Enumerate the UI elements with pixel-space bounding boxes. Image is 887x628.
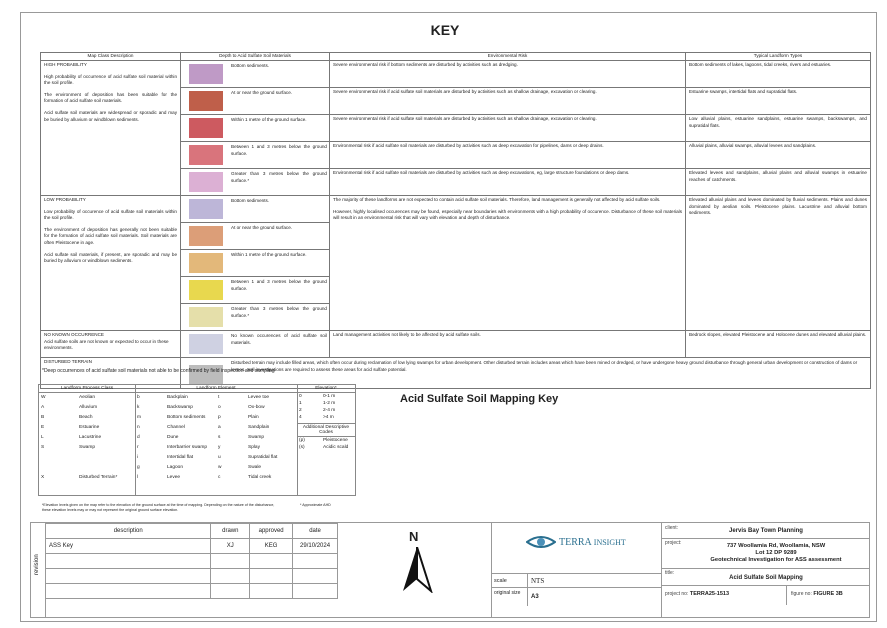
- title-label: title:: [665, 570, 675, 576]
- legend-code: (s): [299, 445, 305, 450]
- legend-code: B: [41, 415, 45, 420]
- legend-code: u: [218, 455, 221, 460]
- revision-row: [46, 584, 338, 599]
- legend-header: Elevation*: [297, 385, 355, 393]
- page-title: KEY: [430, 22, 460, 38]
- class-heading: DISTURBED TERRAIN: [44, 359, 92, 364]
- rev-cell: [250, 554, 293, 569]
- legend-item: [135, 403, 216, 413]
- legend-item: [135, 463, 216, 473]
- class-text: Acid sulfate soil materials are widespread or sporadic and may be buried by alluvium or windblown sediments.: [44, 109, 177, 122]
- depth-text: Greater than 3 metres below the ground surface.*: [231, 306, 327, 318]
- legend-item: [39, 473, 135, 483]
- legend-code: c: [218, 475, 221, 480]
- legend-item: [39, 463, 135, 473]
- title-block: [30, 522, 870, 618]
- figure-no-label: figure no:: [791, 591, 812, 597]
- class-text: Acid sulfate soil materials, if present, are sporadic and may be buried by alluvium or windblown sediments.: [44, 251, 177, 264]
- elevation-col: [297, 385, 355, 495]
- revision-label: revision: [34, 554, 40, 575]
- north-arrow-area: [387, 523, 491, 617]
- legend-label: Alluvium: [79, 405, 98, 410]
- scale-label: scale: [492, 574, 528, 588]
- legend-label: Supratidal flat: [248, 455, 278, 460]
- legend-label: Estuarine: [79, 425, 100, 430]
- legend-item: [216, 393, 297, 403]
- rev-header: description: [46, 524, 211, 539]
- legend-code: S: [41, 445, 45, 450]
- legend-label: Backplain: [167, 395, 188, 400]
- key-header-row: [41, 53, 871, 61]
- legend-label: Lagoon: [167, 465, 184, 470]
- rev-cell: [211, 569, 250, 584]
- legend-label: Bottom sediments: [167, 415, 206, 420]
- legend-label: Interbarrier swamp: [167, 445, 207, 450]
- col-header: Map Class Description: [41, 53, 181, 61]
- legend-code: (p): [299, 438, 305, 443]
- process-class-col: [39, 385, 136, 495]
- risk-text: Environmental risk if acid sulfate soil materials are disturbed by activities such as deep excavation for pipelines, dams or deep drains.: [330, 142, 686, 169]
- legend-label: 0-1 m: [323, 394, 336, 399]
- risk-text: Severe environmental risk if acid sulfate soil materials are disturbed by activities such as shallow drainage, excavation or clearing.: [330, 115, 686, 142]
- legend-item: [216, 433, 297, 443]
- depth-text: Between 1 and 3 metres below the ground surface.: [231, 279, 327, 291]
- rev-cell: [46, 554, 211, 569]
- legend-label: Backswamp: [167, 405, 193, 410]
- legend-item: [297, 393, 355, 400]
- color-swatch: [189, 64, 223, 84]
- class-text: Low probability of occurence of acid sulfate soil materials within the soil profile.: [44, 208, 177, 221]
- client-value: Jervis Bay Town Planning: [729, 528, 803, 534]
- legend-code: 1: [299, 401, 302, 406]
- project-info: [661, 523, 870, 617]
- project-line: 737 Woollamia Rd, Woollamia, NSW: [726, 543, 826, 549]
- client-label: client:: [665, 525, 679, 531]
- revision-row: [46, 554, 338, 569]
- legend-label: Tidal creek: [248, 475, 272, 480]
- risk-text: Severe environmental risk if bottom sediments are disturbed by activities such as dredging.: [330, 61, 686, 88]
- project-label: project:: [665, 540, 682, 546]
- legend-code: l: [137, 475, 139, 480]
- legend-item: [39, 433, 135, 443]
- legend-code: a: [218, 425, 221, 430]
- legend-label: Dune: [167, 435, 179, 440]
- depth-text: No known occurences of acid sulfate soil materials.: [231, 333, 327, 345]
- project-no-label: project no:: [665, 591, 689, 597]
- legend-code: t: [218, 395, 220, 400]
- legend-item: [216, 473, 297, 483]
- legend-code: o: [218, 405, 221, 410]
- legend-code: n: [137, 425, 140, 430]
- landform-text: Low alluvial plains, estuarine sandplains, estuarine swamps, backswamps, and supratidal flats.: [686, 115, 871, 142]
- eye-logo-icon: [526, 535, 556, 549]
- legend-label: Ox-bow: [248, 405, 265, 410]
- company-area: [491, 523, 662, 617]
- class-text: The environment of deposition has been suitable for the formation of acid sulfate soil materials.: [44, 91, 177, 104]
- rev-header: approved: [250, 524, 293, 539]
- class-text: Acid sulfate soils are not known or expected to occur in these environments.: [44, 338, 169, 351]
- legend-code: 2: [299, 408, 302, 413]
- legend-item: [39, 393, 135, 403]
- legend-item: [297, 407, 355, 414]
- legend-code: X: [41, 475, 45, 480]
- depth-text: Between 1 and 3 metres below the ground surface.: [231, 144, 327, 156]
- legend-item: [297, 444, 355, 451]
- legend-item: [39, 443, 135, 453]
- class-text: High probability of occurrence of acid sulfate soil material within the soil profile.: [44, 73, 177, 86]
- legend-label: Sandplain: [248, 425, 270, 430]
- north-label: N: [409, 529, 419, 544]
- color-swatch: [189, 199, 223, 219]
- legend-item: [135, 413, 216, 423]
- depth-text: Greater than 3 metres below the ground surface.*: [231, 171, 327, 183]
- legend-label: 1-2 m: [323, 401, 336, 406]
- revision-row: [46, 539, 338, 554]
- legend-item: [216, 463, 297, 473]
- additional-codes-header: Additional Descriptive Codes: [297, 423, 355, 437]
- legend-code: p: [218, 415, 221, 420]
- legend-item: [297, 437, 355, 444]
- legend-label: Levee toe: [248, 395, 270, 400]
- legend-code: i: [137, 455, 139, 460]
- revision-row: [46, 569, 338, 584]
- legend-code: 0: [299, 394, 302, 399]
- legend-label: 2-4 m: [323, 408, 336, 413]
- legend-code: [39, 453, 79, 463]
- revision-table: [45, 523, 338, 599]
- class-heading: NO KNOWN OCCURRENCE: [44, 332, 104, 337]
- landform-text: Elevated alluvial plains and levees dominated by fluvial sediments. Plains and dunes dominated by aeolian soils. Pleistocene plains. Lacustrine and alluvial bottom sediments.: [686, 196, 871, 331]
- legend-code: E: [41, 425, 45, 430]
- depth-text: Bottom sediments.: [231, 198, 270, 203]
- color-swatch: [189, 145, 223, 165]
- legend-label: Splay: [248, 445, 260, 450]
- legend-item: [216, 443, 297, 453]
- elevation-note: *Elevation levels given on the map refer to the elevation of the ground surface at the time of mapping. Depending on the nature of the disturbance, these elevation levels may or may not represent the original ground surface elevation.: [42, 503, 275, 512]
- legend-item: [216, 403, 297, 413]
- size-value: A3: [531, 594, 539, 600]
- depth-text: Within 1 metre of the ground surface.: [231, 117, 307, 122]
- rev-header: date: [293, 524, 338, 539]
- legend-code: m: [137, 415, 141, 420]
- rev-cell: [46, 584, 211, 599]
- legend-item: [216, 423, 297, 433]
- deep-occurrence-footnote: *Deep occurrences of acid sulfate soil materials not able to be confirmed by field inspection and sampling: [42, 368, 275, 374]
- legend-label: Swamp: [248, 435, 264, 440]
- landform-text: Bedrock slopes, elevated Pleistocene and Holocene dunes and elevated alluvial plains.: [686, 331, 871, 358]
- depth-text: Within 1 metre of the ground surface.: [231, 252, 307, 257]
- color-swatch: [189, 118, 223, 138]
- rev-cell: [250, 569, 293, 584]
- legend-label: Channel: [167, 425, 185, 430]
- color-swatch: [189, 334, 223, 354]
- legend-label: Aeolian: [79, 395, 96, 400]
- legend-code: [39, 463, 79, 473]
- landform-text: Elevated levees and sandplains, alluvial plains and alluvial swamps in estuarine reaches of catchments.: [686, 169, 871, 196]
- legend-label: Swale: [248, 465, 262, 470]
- legend-label: Intertidal flat: [167, 455, 194, 460]
- legend-code: W: [41, 395, 46, 400]
- col-header: Typical Landform Types: [686, 53, 871, 61]
- legend-item: [39, 403, 135, 413]
- legend-header: Landform Process Class: [39, 385, 135, 393]
- rev-cell: KEG: [250, 539, 293, 554]
- legend-code: b: [137, 395, 140, 400]
- title-value: Acid Sulfate Soil Mapping: [729, 575, 803, 581]
- rev-cell: [250, 584, 293, 599]
- color-swatch: [189, 253, 223, 273]
- class-desc: [41, 196, 181, 331]
- landform-text: Alluvial plains, alluvial swamps, alluvial levees and sandplains.: [686, 142, 871, 169]
- risk-text: The majority of these landforms are not expected to contain acid sulfate soil materials. Therefore, land management is generally not affected by acid sulfate soils. However, highly localised occurences may be found, especially near boundaries with environments with a high probability of occurence. Disturbance of these soil materials will result in an environmental risk that will vary with elevation and depth of disturbance.: [330, 196, 686, 331]
- legend-item: [39, 413, 135, 423]
- legend-code: 4: [299, 415, 302, 420]
- legend-label: Swamp: [79, 445, 95, 450]
- rev-cell: [293, 554, 338, 569]
- class-heading: HIGH PROBABILITY: [44, 62, 87, 67]
- legend-item: [135, 423, 216, 433]
- rev-cell: ASS Key: [46, 539, 211, 554]
- depth-text: Bottom sediments.: [231, 63, 270, 68]
- legend-item: [135, 473, 216, 483]
- north-arrow-icon: [401, 547, 433, 593]
- class-desc: [41, 331, 181, 358]
- legend-item: [39, 423, 135, 433]
- legend-item: [135, 433, 216, 443]
- scale-value: NTS: [531, 577, 545, 585]
- legend-label: Lacustrine: [79, 435, 102, 440]
- project-line: Lot 12 DP 9289: [755, 550, 797, 556]
- color-swatch: [189, 226, 223, 246]
- color-swatch: [189, 91, 223, 111]
- depth-text: At or near the ground surface.: [231, 225, 293, 230]
- low-row: [41, 196, 871, 223]
- ahd-note: * Approximate AHD: [300, 503, 331, 507]
- legend-item: [135, 443, 216, 453]
- risk-text: Land management activities not likely to be affected by acid sulfate soils.: [330, 331, 686, 358]
- color-swatch: [189, 172, 223, 192]
- legend-code: w: [218, 465, 222, 470]
- legend-item: [135, 393, 216, 403]
- legend-label: Acidic scald: [323, 445, 349, 450]
- legend-item: [135, 453, 216, 463]
- col-header: Depth to Acid Sulfate Soil Materials: [181, 53, 330, 61]
- no-known-row: [41, 331, 871, 358]
- legend-code: y: [218, 445, 221, 450]
- legend-item: [39, 453, 135, 463]
- high-row: [41, 61, 871, 88]
- mapping-key-title: Acid Sulfate Soil Mapping Key: [400, 393, 559, 405]
- rev-cell: [293, 584, 338, 599]
- legend-item: [297, 400, 355, 407]
- legend-code: k: [137, 405, 140, 410]
- rev-cell: XJ: [211, 539, 250, 554]
- legend-code: d: [137, 435, 140, 440]
- rev-cell: 29/10/2024: [293, 539, 338, 554]
- legend-header: Landform Element: [135, 385, 297, 393]
- landform-text: Bottom sediments of lakes, lagoons, tidal creeks, rivers and estuaries.: [686, 61, 871, 88]
- legend-label: Disturbed Terrain*: [79, 475, 118, 480]
- project-no-value: TERRA25-1513: [689, 591, 730, 597]
- legend-code: L: [41, 435, 44, 440]
- rev-cell: [293, 569, 338, 584]
- class-heading: LOW PROBABILITY: [44, 197, 86, 202]
- legend-label: >4 m: [323, 415, 334, 420]
- rev-cell: [211, 584, 250, 599]
- legend-code: g: [137, 465, 140, 470]
- class-text: The environment of deposition has generally not been suitable for the formation of acid sulfate soil materials. Soil materials are often Pleistocene in age.: [44, 226, 177, 245]
- legend-code: s: [218, 435, 221, 440]
- disturbed-text: Disturbed terrain may include filled areas, which often occur during reclamation of low lying swamps for urban development. Other disturbed terrain includes areas which have been mined or dredged, or have undergone heavy ground disturbance through general urban development or construction of dams or levees. Soil investigations are required to assess these areas for acid sulfate potential.: [231, 360, 858, 372]
- project-line: Geotechnical Investigation for ASS assessment: [710, 557, 842, 563]
- legend-label: Levee: [167, 475, 181, 480]
- rev-cell: [46, 569, 211, 584]
- class-desc: [41, 61, 181, 196]
- legend-code: A: [41, 405, 45, 410]
- landform-text: Estuarine swamps, intertidal flats and supratidal flats.: [686, 88, 871, 115]
- rev-header: drawn: [211, 524, 250, 539]
- key-table: [40, 52, 871, 389]
- logo-text: TERRA INSIGHT: [559, 536, 626, 548]
- risk-text: Severe environmental risk if acid sulfate soil materials are disturbed by activities such as shallow drainage, excavation or clearing.: [330, 88, 686, 115]
- legend-item: [216, 453, 297, 463]
- landform-element-col: [135, 385, 298, 495]
- legend-code: r: [137, 445, 139, 450]
- figure-no-value: FIGURE 3B: [813, 591, 843, 597]
- color-swatch: [189, 307, 223, 327]
- legend-item: [216, 413, 297, 423]
- legend-label: Plain: [248, 415, 259, 420]
- color-swatch: [189, 280, 223, 300]
- legend-label: Pleistocene: [323, 438, 348, 443]
- rev-cell: [211, 554, 250, 569]
- depth-text: At or near the ground surface.: [231, 90, 293, 95]
- legend-box: [38, 384, 356, 496]
- size-label: original size: [492, 588, 528, 606]
- col-header: Environmental Risk: [330, 53, 686, 61]
- terra-insight-logo: [526, 535, 626, 549]
- legend-label: Beach: [79, 415, 93, 420]
- legend-item: [297, 414, 355, 421]
- risk-text: Environmental risk if acid sulfate soil materials are disturbed by activities such as deep excavations, eg, large structure foundations or deep dams.: [330, 169, 686, 196]
